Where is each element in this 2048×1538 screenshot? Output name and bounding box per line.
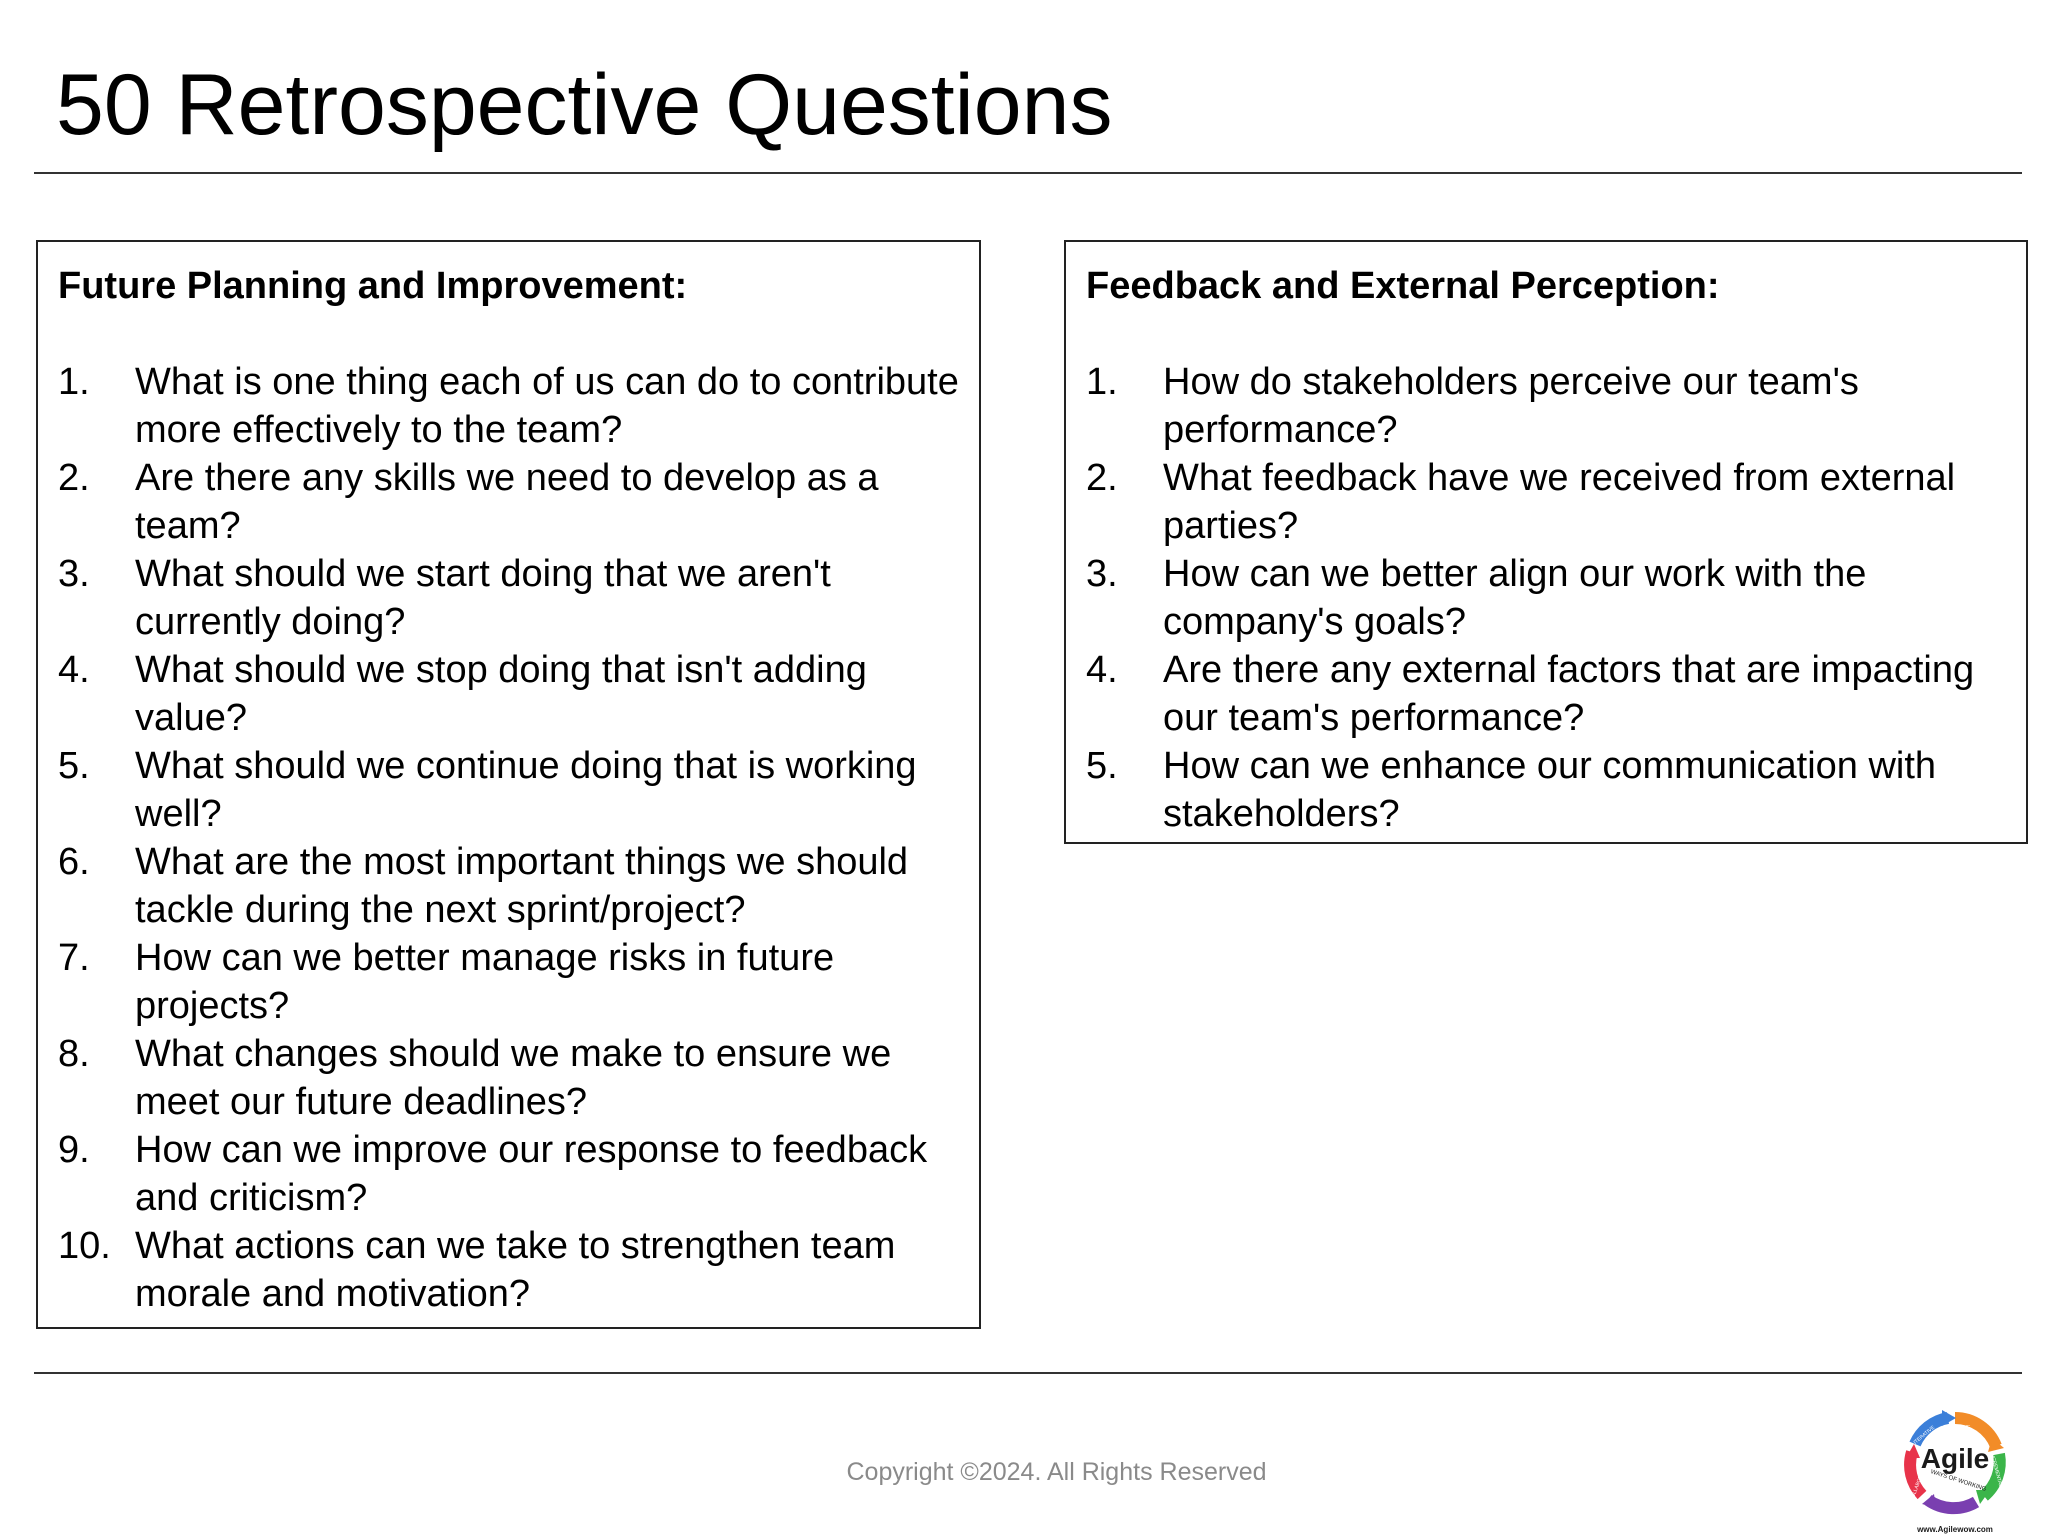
panel-heading: Future Planning and Improvement: [58,265,688,307]
question-number: 2. [58,456,90,499]
footer-divider [34,1372,2022,1374]
list-item [58,646,959,742]
logo-ring-text: INCREMENTAL [1988,1451,2004,1488]
question-number: 9. [58,1128,90,1171]
question-number: 5. [1086,744,1118,787]
question-number: 5. [58,744,90,787]
logo-arrowhead [1942,1410,1956,1426]
list-item [58,1222,959,1318]
logo-ring-text: ADAPTIVE [1945,1425,1971,1431]
list-item [58,934,959,1030]
question-number: 3. [58,552,90,595]
question-number: 6. [58,840,90,883]
question-number: 10. [58,1224,111,1267]
list-item [58,1126,959,1222]
question-text: What is one thing each of us can do to contribute more effectively to the team? [135,360,959,451]
question-number: 1. [1086,360,1118,403]
question-text: What are the most important things we should tackle during the next sprint/project? [135,840,909,931]
agile-logo-icon [1880,1398,2030,1538]
list-item [58,358,959,454]
question-text: What should we start doing that we aren't currently doing? [135,552,831,643]
logo-url: www.Agilewow.com [1917,1525,1993,1534]
copyright-text: Copyright ©2024. All Rights Reserved [846,1458,1267,1486]
question-number: 7. [58,936,90,979]
list-item [58,838,959,934]
list-item [1086,454,2006,550]
title-divider [34,172,2022,174]
panel-heading: Feedback and External Perception: [1086,265,1720,307]
list-item [58,550,959,646]
question-list [58,358,959,1318]
list-item [58,454,959,550]
question-number: 4. [1086,648,1118,691]
list-item [1086,742,2006,838]
future-planning-panel [36,240,981,1329]
question-text: How can we better manage risks in future projects? [135,936,835,1027]
logo-ring-text: COLLABORATIVE [1909,1461,1929,1503]
question-text: How can we enhance our communication with stakeholders? [1163,744,1937,835]
question-text: How can we improve our response to feedback and criticism? [135,1128,928,1219]
question-text: What actions can we take to strengthen team morale and motivation? [135,1224,896,1315]
list-item [1086,358,2006,454]
logo-ring-text: ITERATIVE [1912,1424,1937,1446]
question-number: 3. [1086,552,1118,595]
logo-ring-segment [1955,1418,1996,1446]
question-number: 2. [1086,456,1118,499]
question-text: What feedback have we received from external parties? [1163,456,1956,547]
question-number: 8. [58,1032,90,1075]
question-text: How do stakeholders perceive our team's performance? [1163,360,1859,451]
list-item [58,742,959,838]
list-item [58,1030,959,1126]
question-text: Are there any external factors that are impacting our team's performance? [1163,648,1975,739]
logo-tagline: WAYS OF WORKING [1929,1469,1987,1493]
question-text: Are there any skills we need to develop as a team? [135,456,879,547]
logo-word: Agile [1920,1443,1990,1474]
feedback-perception-panel [1064,240,2028,844]
list-item [1086,550,2006,646]
page-title: 50 Retrospective Questions [56,57,1113,153]
question-number: 1. [58,360,90,403]
question-text: How can we better align our work with the company's goals? [1163,552,1867,643]
question-list [1086,358,2006,838]
list-item [1086,646,2006,742]
question-text: What changes should we make to ensure we meet our future deadlines? [135,1032,892,1123]
question-text: What should we continue doing that is working well? [135,744,917,835]
question-text: What should we stop doing that isn't adding value? [135,648,867,739]
logo-arrowhead [1922,1494,1936,1508]
question-number: 4. [58,648,90,691]
